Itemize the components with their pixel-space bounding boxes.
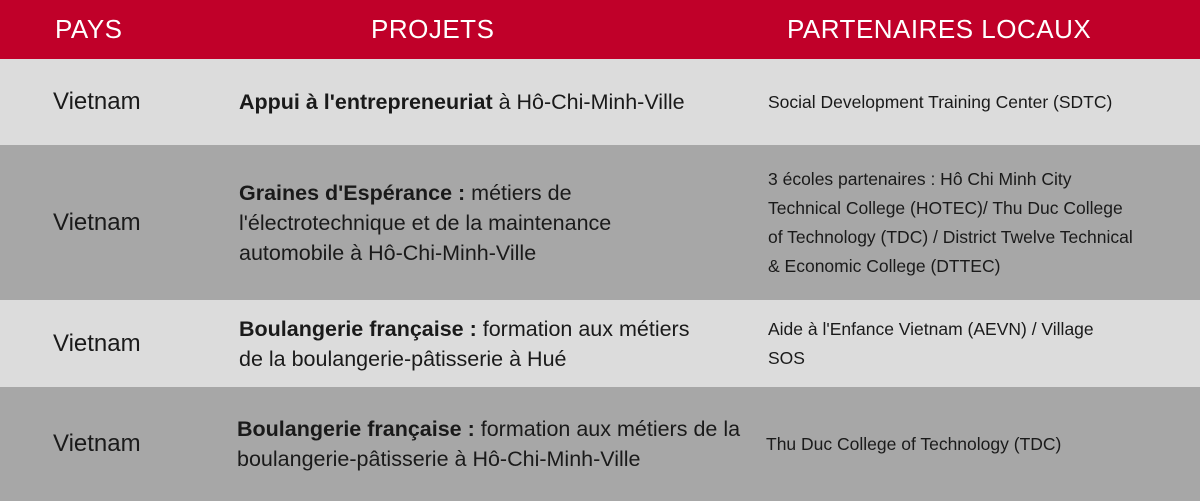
partenaires-cell (766, 387, 1166, 501)
pays-cell: Vietnam (53, 208, 141, 236)
pays-cell: Vietnam (53, 88, 141, 115)
partenaires-cell (768, 59, 1168, 145)
projet-description: formation aux métiers de la boulangerie-pâtisserie à Hué (239, 316, 690, 371)
projet-title: Appui à l'entrepreneuriat (239, 90, 493, 114)
partenaires-text: Social Development Training Center (SDTC) (768, 91, 1113, 112)
header-pays: PAYS (55, 14, 123, 44)
table-row (0, 145, 1200, 300)
projet-title: Boulangerie française : (239, 316, 477, 341)
partenaires-text: Aide à l'Enfance Vietnam (AEVN) / Village SOS (768, 318, 1094, 368)
projet-title: Graines d'Espérance : (239, 180, 466, 205)
projet-description: à Hô-Chi-Minh-Ville (492, 90, 685, 114)
partenaires-cell (768, 145, 1168, 300)
table-row (0, 300, 1200, 387)
partenaires-cell (768, 300, 1168, 387)
projet-cell (239, 300, 749, 387)
table-header (0, 0, 1200, 59)
table-row (0, 59, 1200, 145)
partenaires-text: Thu Duc College of Technology (TDC) (766, 433, 1062, 454)
projet-title: Boulangerie française : (237, 417, 475, 441)
projet-description: métiers de l'électrotechnique et de la maintenance automobile à Hô-Chi-Minh-Ville (239, 180, 612, 265)
projet-cell (237, 387, 747, 501)
pays-cell: Vietnam (53, 329, 141, 357)
partenaires-text: 3 écoles partenaires : Hô Chi Minh City Technical College (HOTEC)/ Thu Duc College of Technology (TDC) / District Twelve Technical & Economic College (DTTEC) (768, 168, 1133, 276)
header-projets: PROJETS (371, 14, 495, 44)
pays-cell: Vietnam (53, 430, 141, 457)
table-row (0, 387, 1200, 501)
header-partenaires: PARTENAIRES LOCAUX (787, 14, 1092, 44)
projet-cell (239, 59, 749, 145)
projet-cell (239, 145, 749, 300)
projet-description: formation aux métiers de la boulangerie-pâtisserie à Hô-Chi-Minh-Ville (237, 417, 741, 471)
